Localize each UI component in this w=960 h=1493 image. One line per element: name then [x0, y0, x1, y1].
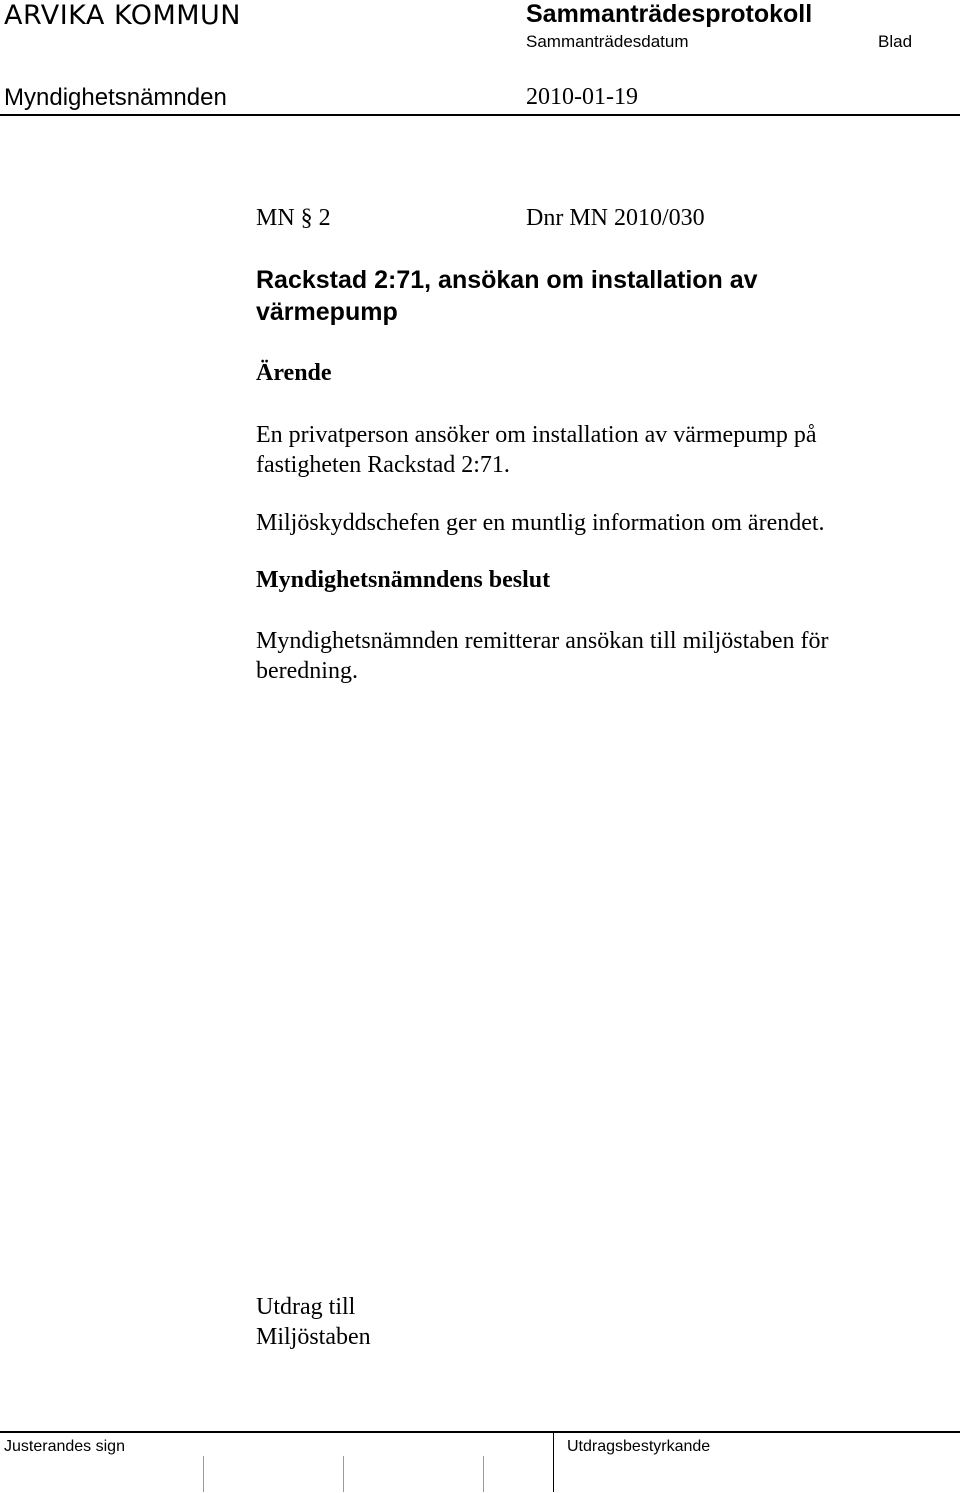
- sheet-label: Blad: [878, 32, 913, 51]
- signature-box-divider: [343, 1456, 344, 1492]
- meeting-date-label: Sammanträdesdatum: [526, 32, 689, 51]
- matter-heading: Ärende: [256, 360, 332, 386]
- signature-box-divider: [483, 1456, 484, 1492]
- organization-name: ARVIKA KOMMUN: [4, 0, 242, 31]
- footer-column-divider: [553, 1432, 554, 1492]
- extract-recipient-label: Utdrag till: [256, 1294, 356, 1320]
- decision-heading: Myndighetsnämndens beslut: [256, 567, 551, 593]
- matter-text: En privatperson ansöker om installation av värmepump på fastigheten Rackstad 2:71.: [256, 422, 817, 478]
- signature-label: Justerandes sign: [4, 1438, 125, 1455]
- certification-label: Utdragsbestyrkande: [567, 1438, 711, 1455]
- extract-recipient: Miljöstaben: [256, 1324, 371, 1350]
- header-divider: [0, 114, 960, 116]
- information-text: Miljöskyddschefen ger en muntlig information om ärendet.: [256, 510, 825, 536]
- decision-text: Myndighetsnämnden remitterar ansökan till miljöstaben för beredning.: [256, 628, 829, 684]
- footer-divider: [0, 1431, 960, 1433]
- document-type: Sammanträdesprotokoll: [526, 0, 813, 28]
- section-number: MN § 2: [256, 205, 331, 231]
- committee-name: Myndighetsnämnden: [4, 84, 227, 111]
- item-title: Rackstad 2:71, ansökan om installation av värmepump: [256, 266, 758, 326]
- signature-box-divider: [203, 1456, 204, 1492]
- meeting-date: 2010-01-19: [526, 84, 638, 110]
- registration-number: Dnr MN 2010/030: [526, 205, 705, 231]
